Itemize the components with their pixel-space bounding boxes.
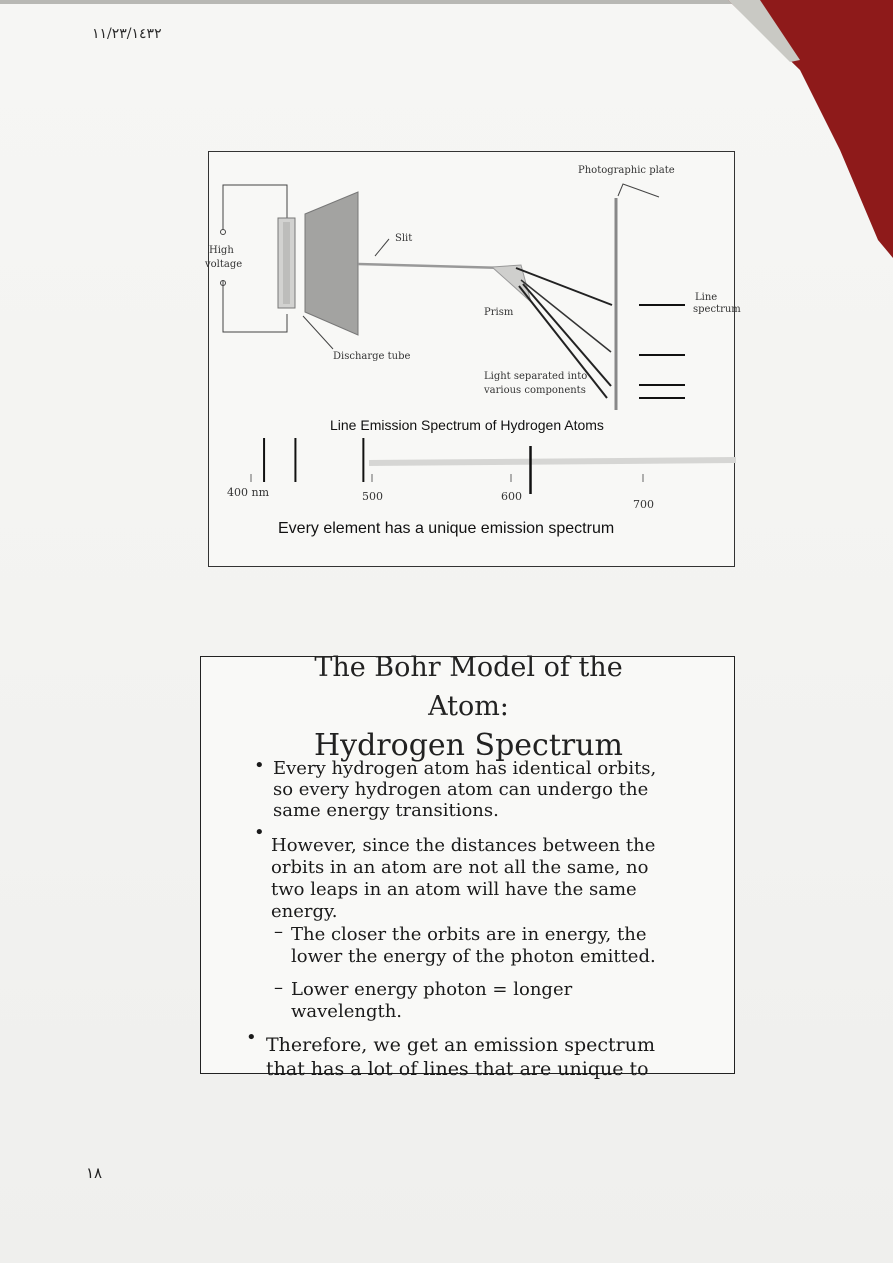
hydrogen-line-spectrum: [209, 152, 741, 568]
label-discharge-tube: Discharge tube: [333, 351, 411, 362]
subbullet-marker: –: [274, 921, 283, 942]
spectrum-title: Line Emission Spectrum of Hydrogen Atoms: [330, 417, 604, 433]
label-prism: Prism: [484, 307, 514, 318]
tick-label-700: 700: [633, 498, 654, 511]
slide-emission-spectrum: [205, 151, 741, 567]
bullet-marker: •: [254, 755, 265, 776]
tick-label-500: 500: [362, 490, 383, 503]
bullet-3: Therefore, we get an emission spectrum that has a lot of lines that are unique to: [266, 1034, 655, 1080]
label-high: High: [209, 245, 234, 256]
label-light-separated: Light separated into: [484, 371, 588, 382]
bullet-1: Every hydrogen atom has identical orbits, so every hydrogen atom can undergo the same energy transitions.: [273, 758, 657, 821]
subbullet-marker: –: [274, 977, 283, 998]
page-number: ١٨: [86, 1164, 103, 1182]
slide-bohr-model: [200, 652, 735, 1080]
label-voltage: voltage: [205, 259, 243, 270]
subbullet-2: Lower energy photon = longer wavelength.: [291, 979, 573, 1022]
bullet-2: However, since the distances between the orbits in an atom are not all the same, no two leaps in an atom will have the same energy.: [271, 835, 656, 922]
date-header: ١١/٢٣/١٤٣٢: [92, 26, 162, 42]
bullet-marker: •: [246, 1027, 257, 1048]
label-photographic-plate: Photographic plate: [578, 165, 675, 176]
label-slit: Slit: [395, 233, 413, 244]
tick-label-400: 400 nm: [227, 486, 270, 499]
tick-label-600: 600: [501, 490, 522, 503]
slide2-title-line3: Hydrogen Spectrum: [313, 728, 623, 763]
bullet-marker: •: [254, 822, 265, 843]
subbullet-1: The closer the orbits are in energy, the lower the energy of the photon emitted.: [291, 924, 656, 967]
slide1-caption: Every element has a unique emission spectrum: [278, 520, 615, 537]
slide2-title-line1: The Bohr Model of the: [314, 652, 623, 683]
label-spectrum: spectrum: [693, 304, 741, 315]
label-line: Line: [695, 292, 718, 303]
slide2-title-line2: Atom:: [428, 691, 509, 722]
label-various-components: various components: [484, 385, 586, 396]
